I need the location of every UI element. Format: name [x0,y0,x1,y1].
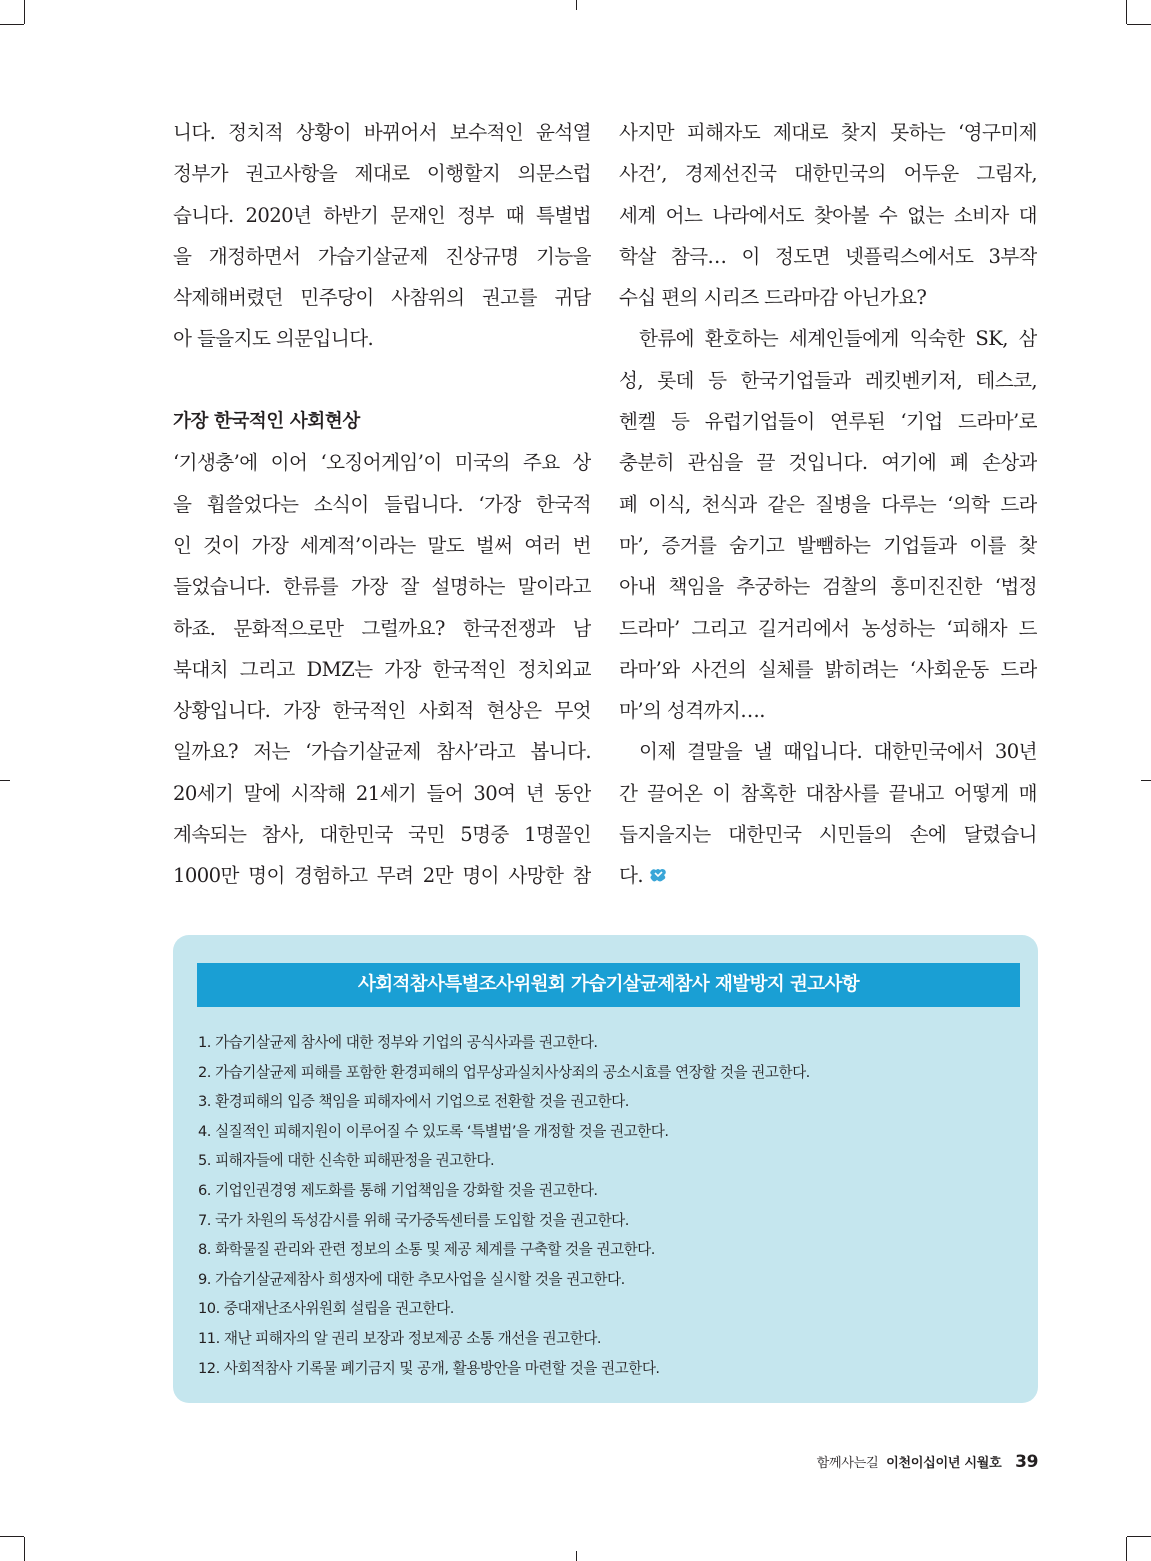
crop-mark [0,1536,24,1537]
text-line: ‘기생충’에 이어 ‘오징어게임’이 미국의 주요 상 [173,451,591,475]
text-line: 을 개정하면서 가습기살균제 진상규명 기능을 [173,244,591,268]
list-item: 10. 중대재난조사위원회 설립을 권고한다. [198,1300,454,1318]
list-item: 4. 실질적인 피해지원이 이루어질 수 있도록 ‘특별법’을 개정할 것을 권고한다. [198,1122,669,1140]
list-item: 3. 환경피해의 입증 책임을 피해자에서 기업으로 전환할 것을 권고한다. [198,1093,629,1111]
list-item: 11. 재난 피해자의 알 권리 보장과 정보제공 소통 개선을 권고한다. [198,1329,602,1347]
list-item: 9. 가습기살균제참사 희생자에 대한 추모사업을 실시할 것을 권고한다. [198,1270,625,1288]
text-line: 마’, 증거를 숨기고 발뺌하는 기업들과 이를 찾 [619,533,1037,557]
text-line: 상황입니다. 가장 한국적인 사회적 현상은 무엇 [173,699,591,723]
list-item: 7. 국가 차원의 독성감시를 위해 국가중독센터를 도입할 것을 권고한다. [198,1211,629,1229]
text-line-final-text: 다. [619,864,643,888]
text-line: 사지만 피해자도 제대로 찾지 못하는 ‘영구미제 [619,121,1037,144]
page-footer [817,1452,1038,1472]
crop-mark [0,780,10,781]
list-item: 8. 화학물질 관리와 관련 정보의 소통 및 제공 체계를 구축할 것을 권고한다. [198,1241,655,1259]
crop-mark [1127,1536,1151,1537]
text-line: 계속되는 참사, 대한민국 국민 5명중 1명꼴인 [173,823,591,847]
text-line: 하죠. 문화적으로만 그럴까요? 한국전쟁과 남 [173,616,591,640]
crop-mark [24,0,25,24]
crop-mark [0,24,24,25]
text-line: 북대치 그리고 DMZ는 가장 한국적인 정치외교 [173,657,591,681]
paragraph-gap [173,360,591,401]
crop-mark [576,0,577,10]
text-line: 을 휩쓸었다는 소식이 들립니다. ‘가장 한국적 [173,492,591,516]
end-mark-icon [649,867,668,884]
list-item: 2. 가습기살균제 피해를 포함한 환경피해의 업무상과실치사상죄의 공소시효를 연장할 것을 권고한다. [198,1063,810,1081]
page-number: 39 [1015,1452,1038,1472]
text-line: 마’의 성격까지…. [619,699,765,723]
article-column-left [173,112,591,897]
text-line: 성, 롯데 등 한국기업들과 레킷벤키저, 테스코, [619,368,1037,392]
text-line: 아내 책임을 추궁하는 검찰의 흥미진진한 ‘법정 [619,575,1037,599]
text-line: 20세기 말에 시작해 21세기 들어 30여 년 동안 [173,781,591,805]
text-line: 드라마’ 그리고 길거리에서 농성하는 ‘피해자 드 [619,616,1037,640]
text-line: 니다. 정치적 상황이 바뀌어서 보수적인 윤석열 [173,121,591,144]
text-line: 습니다. 2020년 하반기 문재인 정부 때 특별법 [173,203,591,227]
text-line: 사건’, 경제선진국 대한민국의 어두운 그림자, [619,162,1037,186]
text-line: 정부가 권고사항을 제대로 이행할지 의문스럽 [173,162,591,186]
article-column-right [619,112,1037,897]
text-line: 세계 어느 나라에서도 찾아볼 수 없는 소비자 대 [619,203,1037,227]
crop-mark [1126,0,1127,24]
recommendation-list [198,1028,1018,1383]
recommendation-box [173,935,1038,1403]
text-line: 일까요? 저는 ‘가습기살균제 참사’라고 봅니다. [173,740,591,764]
text-line: 삭제해버렸던 민주당이 사참위의 권고를 귀담 [173,286,591,310]
text-line: 이제 결말을 낼 때입니다. 대한민국에서 30년 [639,740,1037,764]
text-line: 1000만 명이 경험하고 무려 2만 명이 사망한 참 [173,864,591,888]
text-line: 간 끌어온 이 참혹한 대참사를 끝내고 어떻게 매 [619,781,1037,805]
text-line: 인 것이 가장 세계적’이라는 말도 벌써 여러 번 [173,533,591,557]
publication-name: 함께사는길 [816,1456,879,1471]
list-item: 12. 사회적참사 기록물 폐기금지 및 공개, 활용방안을 마련할 것을 권고한다. [198,1359,660,1377]
crop-mark [1141,780,1151,781]
text-line: 충분히 관심을 끌 것입니다. 여기에 폐 손상과 [619,451,1037,475]
text-line-final [619,855,1037,896]
text-line: 폐 이식, 천식과 같은 질병을 다루는 ‘의학 드라 [619,492,1037,516]
crop-mark [1127,24,1151,25]
text-line: 듭지을지는 대한민국 시민들의 손에 달렸습니 [619,823,1037,847]
list-item: 6. 기업인권경영 제도화를 통해 기업책임을 강화할 것을 권고한다. [198,1181,598,1199]
text-line: 수십 편의 시리즈 드라마감 아닌가요? [619,286,927,310]
text-line: 들었습니다. 한류를 가장 잘 설명하는 말이라고 [173,575,591,599]
list-item: 1. 가습기살균제 참사에 대한 정부와 기업의 공식사과를 권고한다. [198,1034,598,1051]
text-line: 학살 참극… 이 정도면 넷플릭스에서도 3부작 [619,244,1037,268]
text-line: 아 들을지도 의문입니다. [173,327,374,351]
crop-mark [1126,1537,1127,1561]
section-heading: 가장 한국적인 사회현상 [173,411,360,433]
text-line: 헨켈 등 유럽기업들이 연루된 ‘기업 드라마’로 [619,410,1037,434]
crop-mark [576,1551,577,1561]
crop-mark [24,1537,25,1561]
recommendation-box-title: 사회적참사특별조사위원회 가습기살균제참사 재발방지 권고사항 [197,963,1020,1007]
list-item: 5. 피해자들에 대한 신속한 피해판정을 권고한다. [198,1152,495,1170]
issue-name: 이천이십이년 시월호 [886,1456,1002,1471]
text-line: 한류에 환호하는 세계인들에게 익숙한 SK, 삼 [639,327,1037,351]
text-line: 라마’와 사건의 실체를 밝히려는 ‘사회운동 드라 [619,657,1037,681]
